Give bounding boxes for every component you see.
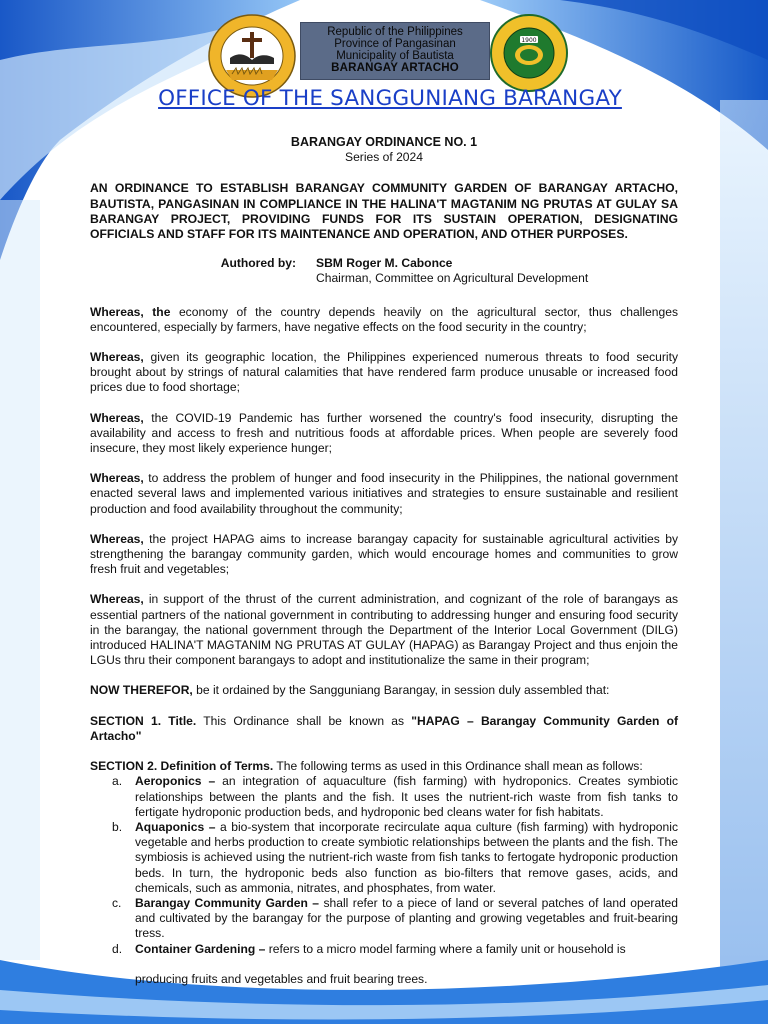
ordinance-title: AN ORDINANCE TO ESTABLISH BARANGAY COMMUNITY GARDEN OF BARANGAY ARTACHO, BAUTISTA, PANGASINAN IN COMPLIANCE IN THE HALINA'T MAGTANIM NG PRUTAS AT GULAY SA BARANGAY PROJECT, PROVIDING FUNDS FOR ITS SUSTAIN OPERATION, DESIGNATING OFFICIALS AND STAFF FOR ITS MAINTENANCE AND OPERATION, AND OTHER PURPOSES.	[90, 181, 678, 242]
gov-line-barangay: BARANGAY ARTACHO	[331, 62, 459, 74]
gov-line-province: Province of Pangasinan	[334, 38, 456, 50]
ordinance-page	[60, 0, 720, 1000]
section-1	[90, 714, 678, 744]
government-header-box	[300, 22, 490, 80]
definition-letter: a.	[112, 774, 123, 789]
section-1-lead: SECTION 1. Title.	[90, 713, 197, 728]
ordinance-number: BARANGAY ORDINANCE NO. 1	[290, 135, 478, 149]
definition-term: Barangay Community Garden –	[135, 895, 320, 910]
definition-letter: b.	[112, 819, 123, 834]
whereas-text: the COVID-19 Pandemic has further worsened the country's food insecurity, disrupting the availability and access to fresh and nutritious foods at affordable prices. When people are severely food insecure, they most likely experience hunger;	[90, 410, 678, 456]
definition-text: an integration of aquaculture (fish farming) with hydroponics. Creates symbiotic relationships between the plants and the fish. It uses the nutrient-rich waste from fish tanks to fertigate hydroponic production beds, and hydroponic bed cleans water for fish habitats.	[135, 774, 678, 819]
whereas-clause	[90, 592, 678, 668]
definition-term: Container Gardening –	[135, 941, 266, 956]
definition-text: refers to a micro model farming where a family unit or household is	[265, 941, 626, 956]
whereas-lead: Whereas,	[90, 410, 144, 425]
definition-continuation: producing fruits and vegetables and fruit bearing trees.	[135, 971, 428, 986]
definition-letter: c.	[112, 895, 122, 910]
whereas-clause	[90, 411, 678, 457]
whereas-clause	[90, 532, 678, 578]
ordinance-body	[90, 135, 678, 987]
office-title: OFFICE OF THE SANGGUNIANG BARANGAY	[158, 86, 622, 111]
municipal-seal-icon	[490, 14, 568, 92]
authored-label: Authored by:	[220, 256, 296, 271]
whereas-text: given its geographic location, the Philippines experienced numerous threats to food security brought about by strings of natural calamities that have rendered farm produce unusable or increased food prices due to food shortage;	[90, 350, 678, 395]
gov-line-municipality: Municipality of Bautista	[336, 50, 454, 62]
whereas-text: economy of the country depends heavily on the agricultural sector, thus challenges encountered, especially by farmers, have negative effects on the food security in the country;	[90, 304, 678, 334]
whereas-text: to address the problem of hunger and food insecurity in the Philippines, the national government enacted several laws and implemented various initiatives and strategies to ensure sustainable and resilient production and food availability throughout the community;	[90, 471, 678, 516]
definition-item	[90, 896, 678, 942]
section-1-text: This Ordinance shall be known as	[196, 713, 412, 728]
whereas-lead: Whereas,	[90, 531, 144, 546]
definition-item	[90, 774, 678, 820]
section-2	[90, 759, 678, 987]
whereas-lead: Whereas,	[90, 592, 144, 607]
letterhead	[60, 0, 720, 120]
now-therefor-clause	[90, 683, 678, 698]
now-therefor-text: be it ordained by the Sangguniang Barangay, in session duly assembled that:	[192, 683, 610, 698]
definition-letter: d.	[112, 941, 123, 956]
author-block	[90, 256, 678, 286]
whereas-clause	[90, 350, 678, 396]
section-1-name: "HAPAG – Barangay Community Garden of Artacho"	[90, 713, 678, 743]
whereas-clause	[90, 305, 678, 335]
section-2-text: The following terms as used in this Ordinance shall mean as follows:	[273, 759, 643, 774]
whereas-lead: Whereas,	[90, 471, 144, 486]
definition-term: Aquaponics –	[135, 819, 216, 834]
author-role: Chairman, Committee on Agricultural Development	[316, 271, 589, 286]
definition-text: shall refer to a piece of land or several patches of land operated and cultivated by the barangay for the purpose of planting and growing vegetables and fruit-bearing tress.	[135, 895, 678, 941]
whereas-text: the project HAPAG aims to increase barangay capacity for sustainable agricultural activities by strengthening the barangay community garden, which would encourage homes and communities to grow fresh fruit and vegetables;	[90, 531, 678, 577]
ordinance-series: Series of 2024	[345, 150, 423, 165]
seal-year-text: 1900	[521, 37, 537, 44]
author-name: SBM Roger M. Cabonce	[316, 256, 453, 271]
now-therefor-lead: NOW THEREFOR,	[90, 683, 193, 698]
whereas-lead: Whereas,	[90, 350, 144, 365]
whereas-text: in support of the thrust of the current administration, and cognizant of the role of barangays as essential partners of the national government in contributing to addressing hunger and ensuring food security in the barangay, the national government through the Department of the Interior Local Government (DILG) introduced HALINA'T MAGTANIM NG PRUTAS AT GULAY (HAPAG) as Barangay Project and thus enjoin the LGUs thru their component barangays to adopt and institutionalize the same in their program;	[90, 592, 678, 668]
definition-text: a bio-system that incorporate recirculate aqua culture (fish farming) with hydroponic vegetable and herbs production to create symbiotic relationships between the plants and the fish. The symbiosis is achieved using the nutrient-rich waste from fish tanks to fertogate hydroponic production beds. In turn, the hydroponic beds also function as bio-filters that remove gases, acids, and chemicals, such as ammonia, nitrates, and phosphates, from water.	[135, 819, 678, 895]
definitions-list	[90, 774, 678, 956]
section-2-lead: SECTION 2. Definition of Terms.	[90, 759, 274, 774]
definition-item	[90, 820, 678, 896]
gov-line-republic: Republic of the Philippines	[327, 26, 463, 38]
definition-item	[90, 942, 678, 957]
whereas-clause	[90, 471, 678, 517]
whereas-lead: Whereas, the	[90, 304, 171, 319]
definition-term: Aeroponics –	[135, 774, 216, 789]
